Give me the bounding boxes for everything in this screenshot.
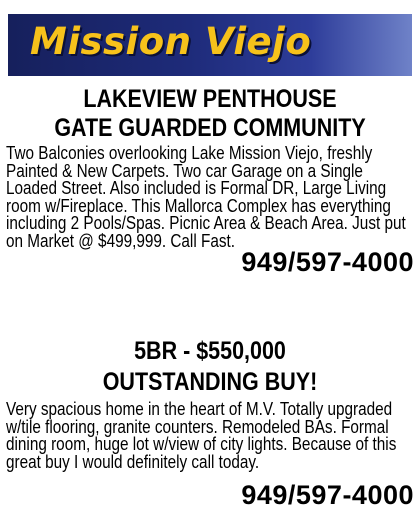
listing-lakeview-penthouse [0, 86, 420, 250]
listing-5br [0, 338, 420, 471]
listing-headline: LAKEVIEW PENTHOUSE [83, 85, 337, 113]
listing-phone: 949/597-4000 [241, 480, 414, 510]
listing-phone: 949/597-4000 [241, 247, 414, 277]
listing-description: Very spacious home in the heart of M.V. Totally upgraded w/tile flooring, granite counters. Remodeled BAs. Formal dining room, huge lot w/view of city lights. Because of this great buy I would definitely call today. [6, 399, 397, 472]
header-banner [8, 14, 412, 76]
banner-title: Mission Viejo [30, 20, 312, 63]
listing-headline: 5BR - $550,000 [134, 337, 286, 365]
listing-subheadline: OUTSTANDING BUY! [102, 368, 318, 396]
listing-description: Two Balconies overlooking Lake Mission Viejo, freshly Painted & New Carpets. Two car Garage on a Single Loaded Street. Also included is Formal DR, Large Living room w/Fireplace. This Mallorca Complex has everything including 2 Pools/Spas. Picnic Area & Beach Area. Just put on Market @ $499,999. Call Fast. [6, 143, 406, 251]
listing-subheadline: GATE GUARDED COMMUNITY [54, 114, 366, 142]
